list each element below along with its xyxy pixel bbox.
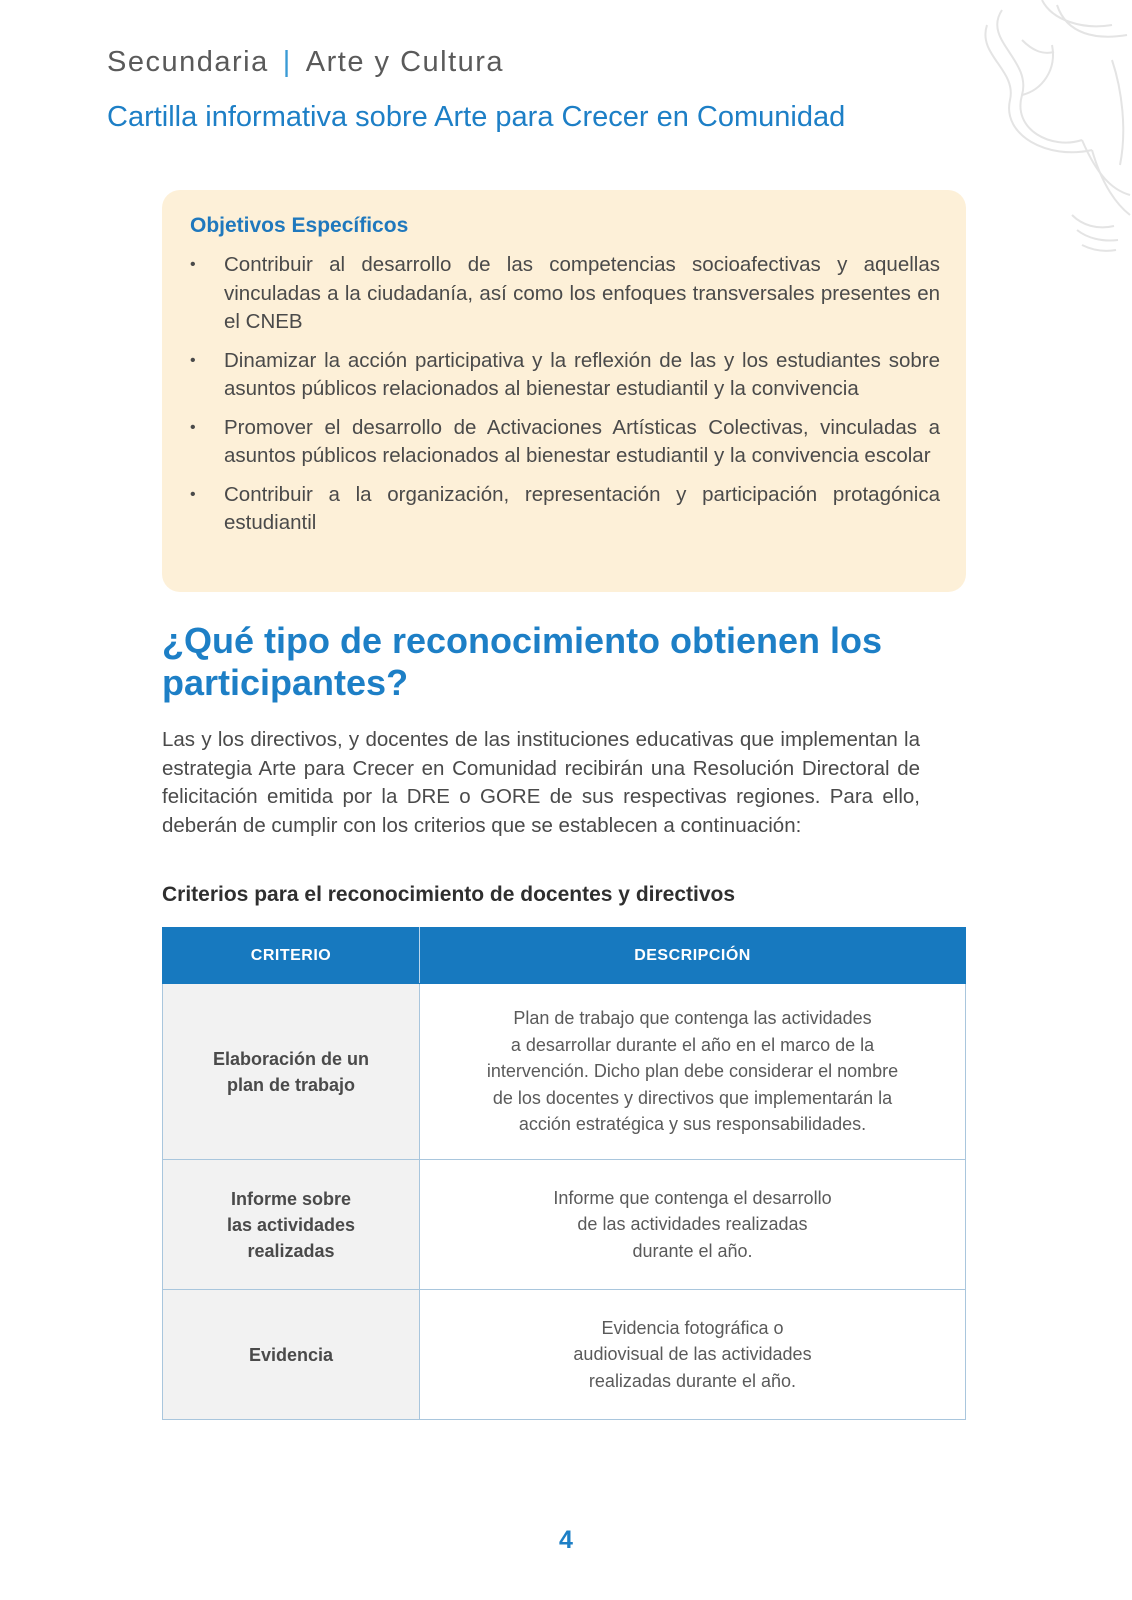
criteria-title: Criterios para el reconocimiento de docentes y directivos — [162, 883, 736, 906]
objective-text: Contribuir a la organización, representación y participación protagónica estudiantil — [224, 482, 940, 534]
bullet-icon: • — [190, 351, 196, 369]
objectives-title: Objetivos Específicos — [190, 214, 409, 237]
objective-text: Contribuir al desarrollo de las competencias socioafectivas y aquellas vinculadas a la ciudadanía, así como los enfoques transversales presentes en el CNEB — [224, 253, 940, 333]
description-cell: Evidencia fotográfica o audiovisual de las actividades realizadas durante el año. — [420, 1290, 966, 1420]
table-row — [163, 984, 966, 1160]
header-subject: Arte y Cultura — [305, 46, 505, 78]
criteria-table — [162, 927, 966, 1420]
objective-item — [190, 481, 940, 538]
objective-text: Dinamizar la acción participativa y la reflexión de las y los estudiantes sobre asuntos públicos relacionados al bienestar estudiantil y la convivencia — [224, 348, 940, 400]
column-header-criterio: CRITERIO — [163, 928, 420, 984]
objective-item — [190, 414, 940, 471]
recognition-paragraph: Las y los directivos, y docentes de las instituciones educativas que implementan la estrategia Arte para Crecer en Comunidad recibirán una Resolución Directoral de felicitación emitida por la DRE o GORE de sus respectivas regiones. Para ello, deberán de cumplir con los criterios que se establecen a continuación: — [162, 728, 920, 837]
header-section: Secundaria — [107, 46, 269, 78]
column-header-descripcion: DESCRIPCIÓN — [420, 928, 966, 984]
header-breadcrumb — [107, 46, 504, 79]
document-title: Cartilla informativa sobre Arte para Crecer en Comunidad — [107, 101, 846, 133]
criterion-cell: Evidencia — [163, 1290, 420, 1420]
section-heading: ¿Qué tipo de reconocimiento obtienen los participantes? — [162, 620, 883, 703]
objective-text: Promover el desarrollo de Activaciones Artísticas Colectivas, vinculadas a asuntos públicos relacionados al bienestar estudiantil y la convivencia escolar — [224, 415, 940, 467]
objective-item — [190, 251, 940, 337]
objective-item — [190, 347, 940, 404]
objectives-list — [190, 251, 940, 538]
criterion-cell: Elaboración de un plan de trabajo — [163, 984, 420, 1160]
page-number: 4 — [559, 1526, 573, 1554]
table-row — [163, 1160, 966, 1290]
header-separator: | — [282, 46, 292, 78]
bullet-icon: • — [190, 418, 196, 436]
criterion-cell: Informe sobre las actividades realizadas — [163, 1160, 420, 1290]
bullet-icon: • — [190, 256, 196, 273]
bullet-icon: • — [190, 485, 196, 503]
table-header-row — [163, 928, 966, 984]
description-cell: Plan de trabajo que contenga las actividades a desarrollar durante el año en el marco de la intervención. Dicho plan debe considerar el nombre de los docentes y directivos que implementarán la acción estratégica y sus responsabilidades. — [420, 984, 966, 1160]
description-cell: Informe que contenga el desarrollo de las actividades realizadas durante el año. — [420, 1160, 966, 1290]
table-row — [163, 1290, 966, 1420]
objectives-box — [162, 190, 966, 592]
